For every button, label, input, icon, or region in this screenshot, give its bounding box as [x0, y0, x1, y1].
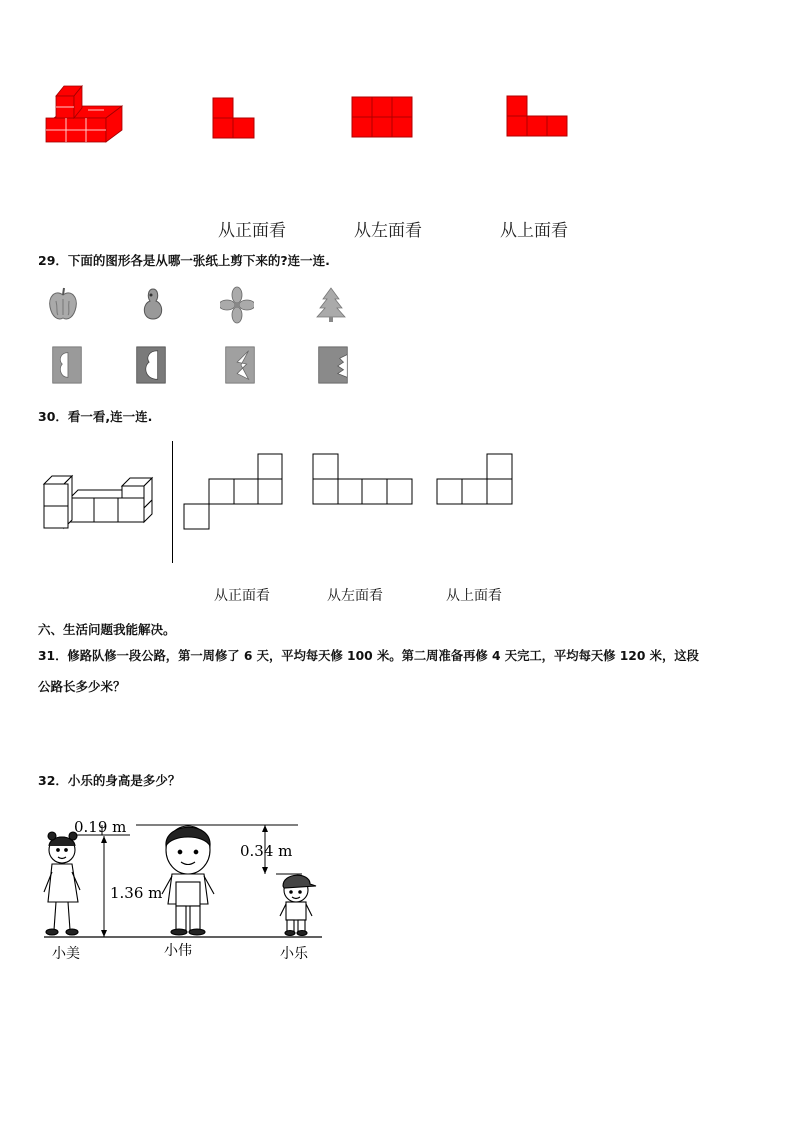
gourd-icon — [136, 285, 170, 325]
tree-icon — [314, 285, 348, 325]
boy-xiaowei-icon — [162, 826, 214, 935]
q32-height-figure — [40, 812, 330, 967]
name-xiaole: 小乐 — [280, 946, 308, 962]
q30-solid-figure — [40, 474, 154, 530]
q30-label-left: 从左面看 — [327, 588, 383, 604]
q28-label-top: 从上面看 — [500, 221, 568, 241]
q28-view-left — [351, 96, 413, 138]
q30-label-front: 从正面看 — [214, 588, 270, 604]
q28-solid-figure — [44, 84, 126, 146]
name-xiaomei: 小美 — [52, 946, 80, 962]
q28-label-front: 从正面看 — [218, 221, 286, 241]
label-034: 0.34 m — [240, 842, 293, 860]
q31-line1: 31．修路队修一段公路，第一周修了 6 天，平均每天修 100 米。第二周准备再修 4 天完工，平均每天修 120 米，这段 — [38, 649, 699, 663]
q30-divider — [172, 441, 173, 563]
q30-view-b — [312, 453, 414, 506]
q30-question: 30．看一看,连一连. — [38, 409, 153, 424]
q28-view-front — [212, 97, 256, 139]
section-six-title: 六、生活问题我能解决。 — [38, 622, 176, 637]
cut-paper-2-icon — [134, 345, 168, 385]
q29-question: 29．下面的图形各是从哪一张纸上剪下来的?连一连. — [38, 253, 330, 268]
cut-paper-4-icon — [316, 345, 350, 385]
name-xiaowei: 小伟 — [164, 943, 192, 959]
cut-paper-1-icon — [50, 345, 84, 385]
q30-view-a — [183, 453, 284, 531]
label-136: 1.36 m — [110, 884, 163, 902]
q30-view-c — [436, 453, 514, 506]
cut-paper-3-icon — [223, 345, 257, 385]
apple-icon — [46, 285, 80, 325]
girl-xiaomei-icon — [44, 832, 80, 935]
boy-xiaole-icon — [280, 875, 316, 935]
q32-question: 32．小乐的身高是多少？ — [38, 773, 181, 788]
label-019: 0.19 m — [74, 818, 127, 836]
flower-icon — [220, 285, 254, 325]
q28-view-top — [506, 95, 568, 137]
q31-line2: 公路长多少米？ — [38, 679, 126, 694]
q30-label-top: 从上面看 — [446, 588, 502, 604]
q28-label-left: 从左面看 — [354, 221, 422, 241]
